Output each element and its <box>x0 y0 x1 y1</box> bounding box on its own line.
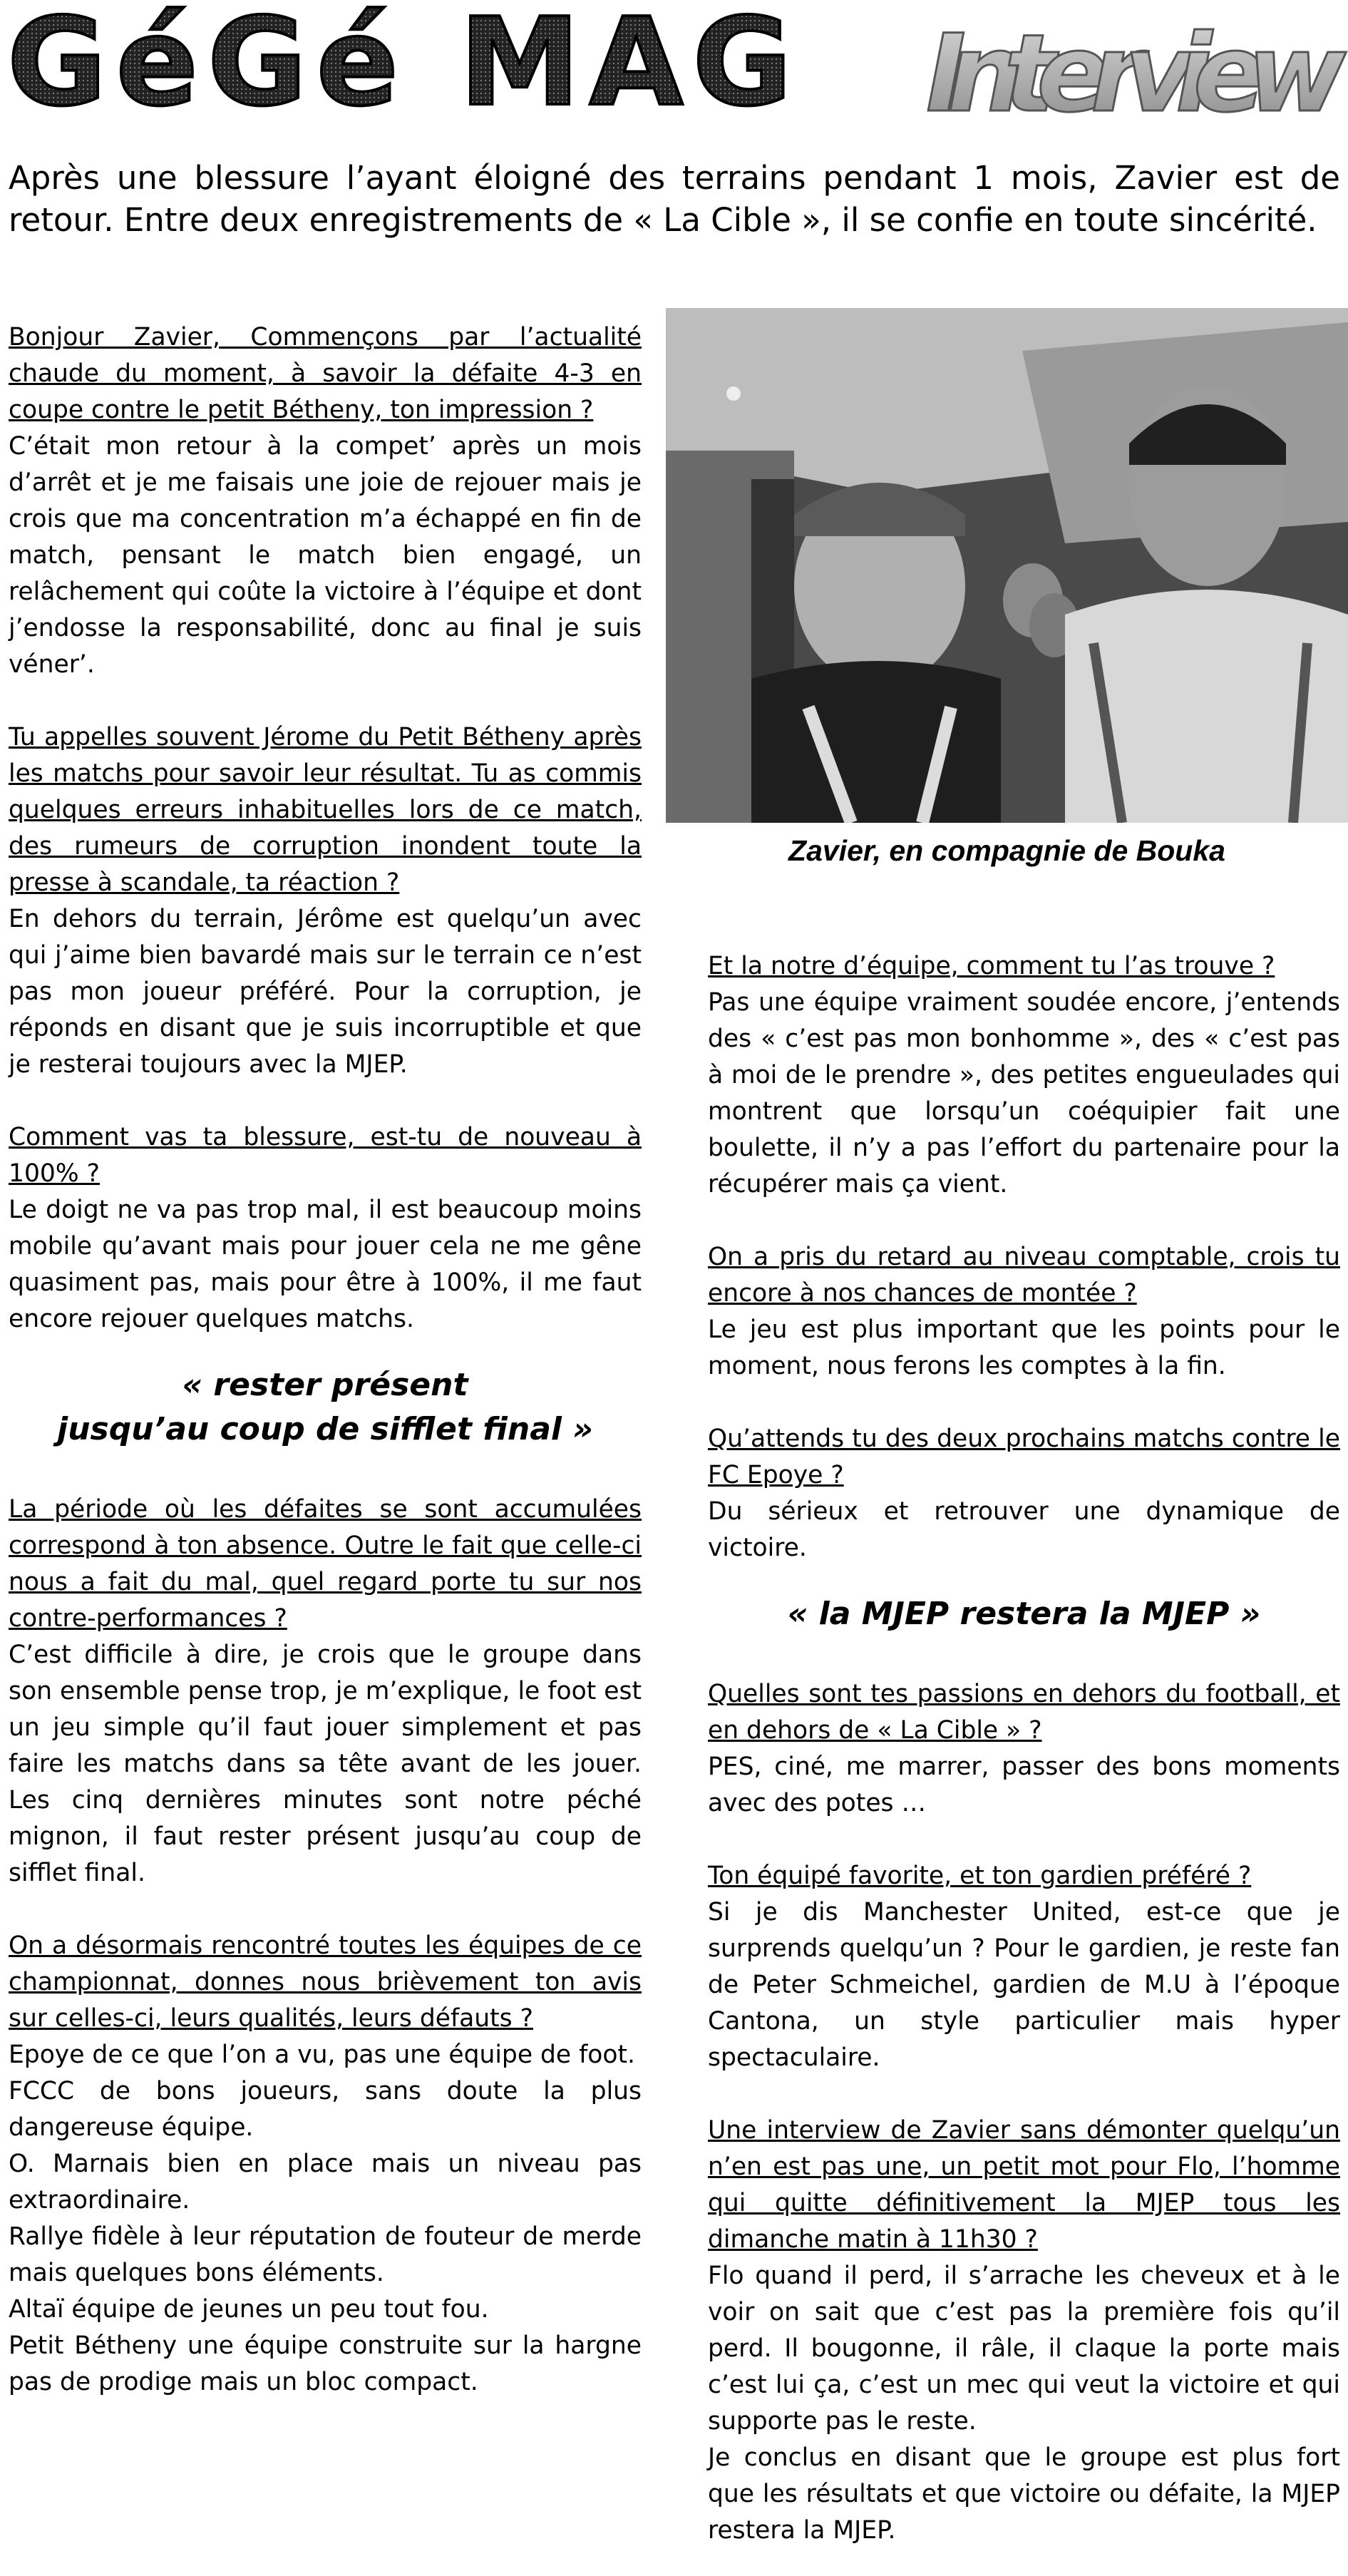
qa-block-teams <box>9 1928 642 2401</box>
answer-line: Petit Bétheny une équipe construite sur la hargne pas de prodige mais un bloc compact. <box>9 2331 642 2396</box>
question: Une interview de Zavier sans démonter quelqu’un n’en est pas une, un petit mot pour Flo, l’homme qui quitte définitivement la MJEP tous les dimanche matin à 11h30 ? <box>708 2116 1340 2254</box>
magazine-logo-text: GéGé MAG <box>7 6 788 113</box>
photo-caption: Zavier, en compagnie de Bouka <box>788 834 1225 867</box>
section-logo-text: Interview <box>926 14 1343 135</box>
right-column <box>708 948 1340 2549</box>
question: Ton équipé favorite, et ton gardien préféré ? <box>708 1862 1252 1890</box>
answer: Si je dis Manchester United, est-ce que je surprends quelqu’un ? Pour le gardien, je reste fan de Peter Schmeichel, gardien de M.U à l’époque Cantona, un style particulier mais hyper spectaculaire. <box>708 1898 1340 2072</box>
qa-block <box>9 1492 642 1892</box>
pull-quote-line: « rester présent <box>182 1367 468 1403</box>
interview-photo <box>666 308 1348 823</box>
pull-quote-line: « la MJEP restera la MJEP » <box>787 1596 1261 1632</box>
qa-block-flo <box>708 2113 1340 2549</box>
question: On a pris du retard au niveau comptable, crois tu encore à nos chances de montée ? <box>708 1243 1340 1308</box>
answer: En dehors du terrain, Jérôme est quelqu’un avec qui j’aime bien bavardé mais sur le terrain ce n’est pas mon joueur préféré. Pour la corruption, je réponds en disant que je suis incorruptible et que je resterai toujours avec la MJEP. <box>9 905 642 1079</box>
answer: Je conclus en disant que le groupe est plus fort que les résultats et que victoire ou défaite, la MJEP restera la MJEP. <box>708 2443 1340 2545</box>
answer: Le doigt ne va pas trop mal, il est beaucoup moins mobile qu’avant mais pour jouer cela ne me gêne quasiment pas, mais pour être à 100%, il me faut encore rejouer quelques matchs. <box>9 1196 642 1333</box>
qa-block <box>9 719 642 1083</box>
qa-block <box>9 1119 642 1338</box>
qa-block <box>9 319 642 683</box>
qa-block <box>708 1676 1340 1822</box>
answer: Le jeu est plus important que les points pour le moment, nous ferons les comptes à la fin. <box>708 1315 1340 1380</box>
pull-quote <box>708 1592 1340 1636</box>
question: Comment vas ta blessure, est-tu de nouveau à 100% ? <box>9 1123 642 1188</box>
pull-quote-line: jusqu’au coup de sifflet final » <box>57 1411 593 1447</box>
answer: Du sérieux et retrouver une dynamique de victoire. <box>708 1497 1340 1562</box>
question: Tu appelles souvent Jérome du Petit Bétheny après les matchs pour savoir leur résultat. Tu as commis quelques erreurs inhabituelles lors de ce match, des rumeurs de corruption inondent toute la presse à scandale, ta réaction ? <box>9 723 642 897</box>
qa-block <box>708 948 1340 1203</box>
answer-line: Rallye fidèle à leur réputation de fouteur de merde mais quelques bons éléments. <box>9 2222 642 2287</box>
qa-block <box>708 1239 1340 1385</box>
question: On a désormais rencontré toutes les équipes de ce championnat, donnes nous brièvement ton avis sur celles-ci, leurs qualités, leurs défauts ? <box>9 1931 642 2033</box>
magazine-logo <box>0 6 798 113</box>
pull-quote <box>9 1363 642 1452</box>
qa-block <box>708 1421 1340 1566</box>
left-column <box>9 319 642 2401</box>
section-logo <box>920 14 1348 135</box>
qa-block <box>708 1858 1340 2076</box>
answer-line: Altaï équipe de jeunes un peu tout fou. <box>9 2295 489 2324</box>
answer: C’est difficile à dire, je crois que le groupe dans son ensemble pense trop, je m’explique, le foot est un jeu simple qu’il faut jouer simplement et pas faire les matchs dans sa tête avant de les jouer. Les cinq dernières minutes sont notre péché mignon, il faut rester présent jusqu’au coup de sifflet final. <box>9 1641 642 1887</box>
answer-line: O. Marnais bien en place mais un niveau pas extraordinaire. <box>9 2150 642 2215</box>
intro-paragraph: Après une blessure l’ayant éloigné des terrains pendant 1 mois, Zavier est de retour. Entre deux enregistrements de « La Cible », il se confie en toute sincérité. <box>9 159 1340 239</box>
question: Et la notre d’équipe, comment tu l’as trouve ? <box>708 952 1275 980</box>
question: La période où les défaites se sont accumulées correspond à ton absence. Outre le fait que celle-ci nous a fait du mal, quel regard porte tu sur nos contre-performances ? <box>9 1495 642 1633</box>
answer-line: Epoye de ce que l’on a vu, pas une équipe de foot. <box>9 2041 635 2069</box>
question: Quelles sont tes passions en dehors du football, et en dehors de « La Cible » ? <box>708 1680 1340 1745</box>
answer: Pas une équipe vraiment soudée encore, j’entends des « c’est pas mon bonhomme », des « c’est pas à moi de le prendre », des petites engueulades qui montrent que lorsqu’un coéquipier fait une boulette, il n’y a pas l’effort du partenaire pour la récupérer mais ça vient. <box>708 988 1340 1199</box>
answer: C’était mon retour à la compet’ après un mois d’arrêt et je me faisais une joie de rejouer mais je crois que ma concentration m’a échappé en fin de match, pensant le match bien engagé, un relâchement qui coûte la victoire à l’équipe et dont j’endosse la responsabilité, donc au final je suis véner’. <box>9 432 642 679</box>
question: Qu’attends tu des deux prochains matchs contre le FC Epoye ? <box>708 1425 1340 1489</box>
page-header <box>0 0 1348 135</box>
answer-line: FCCC de bons joueurs, sans doute la plus dangereuse équipe. <box>9 2077 642 2142</box>
question: Bonjour Zavier, Commençons par l’actualité chaude du moment, à savoir la défaite 4-3 en coupe contre le petit Bétheny, ton impression ? <box>9 323 642 424</box>
answer: Flo quand il perd, il s’arrache les cheveux et à le voir on sait que c’est pas la première fois qu’il perd. Il bougonne, il râle, il claque la porte mais c’est lui ça, c’est un mec qui veut la victoire et qui supporte pas le reste. <box>708 2262 1340 2436</box>
answer: PES, ciné, me marrer, passer des bons moments avec des potes … <box>708 1753 1340 1817</box>
